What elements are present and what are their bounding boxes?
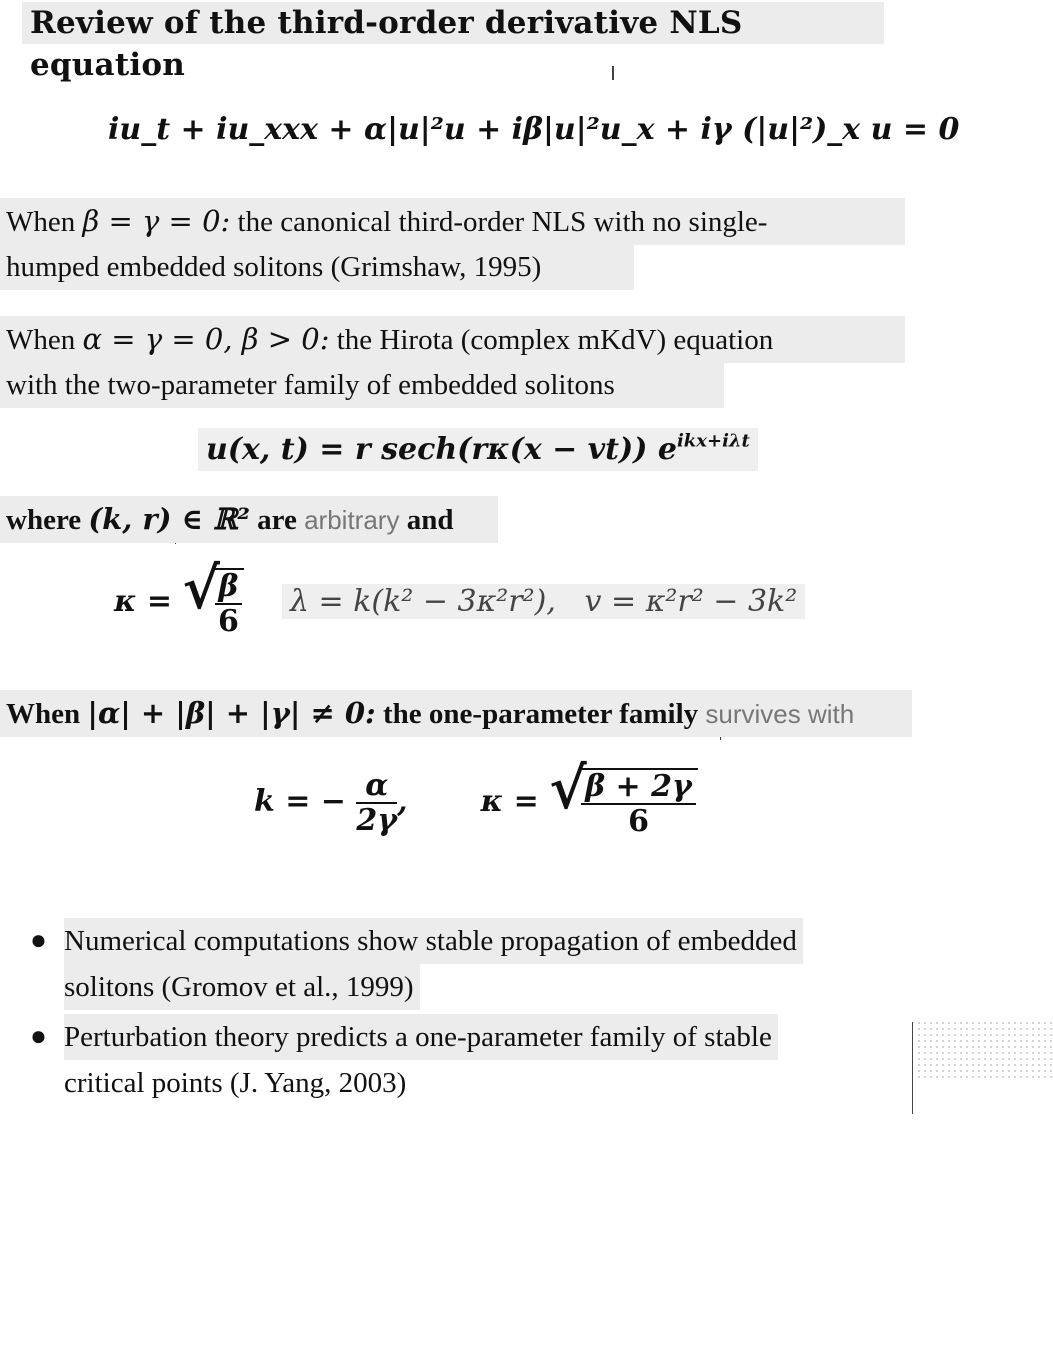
paragraph-hirota: When α = γ = 0, β > 0: the Hirota (complex mKdV) equation xyxy=(0,316,905,363)
kappa-sqrt: √ $\frac{\beta}{6}$ xyxy=(183,568,245,638)
paragraph-canonical xyxy=(0,198,905,245)
math-k-r-real: (k, r) ∈ ℝ² xyxy=(88,502,250,536)
paragraph-canonical-line2: humped embedded solitons (Grimshaw, 1995) xyxy=(0,244,634,290)
soliton-exponent: ikx+iλt xyxy=(676,430,750,452)
math-abs-sum: |α| + |β| + |γ| ≠ 0: xyxy=(87,696,376,730)
soliton-equation: u(x, t) = r sech(rκ(x − vt)) $e^{ikx+i\lambda t}$ xyxy=(198,428,758,471)
main-equation xyxy=(108,112,959,147)
bullet-numerical: ● Numerical computations show stable propagation of embedded solitons (Gromov et al., 1999) xyxy=(30,918,920,1010)
math-alpha-gamma-zero: α = γ = 0, β > 0: xyxy=(82,322,330,356)
bullet-perturbation: ● Perturbation theory predicts a one-parameter family of stable critical points (J. Yang, 2003) xyxy=(30,1014,920,1106)
paragraph-canonical-line1: When β = γ = 0: the canonical third-order NLS with no single- xyxy=(6,204,768,238)
family-kappa-sqrt: √ $\frac{\beta + 2\gamma}{6}$ xyxy=(549,768,698,838)
paragraph-hirota-line2: with the two-parameter family of embedded solitons xyxy=(0,362,724,408)
paragraph-general: When |α| + |β| + |γ| ≠ 0: the one-parameter family survives with xyxy=(0,690,912,737)
bullet-dot-icon: ● xyxy=(30,925,47,956)
scan-artifact xyxy=(612,66,614,80)
where-line: where (k, r) ∈ ℝ² are arbitrary and xyxy=(0,496,498,543)
family-equations: k = − $\frac{\alpha}{2\gamma}$ , κ = √ $\frac{\beta + 2\gamma}{6}$ xyxy=(254,768,698,838)
scan-noise xyxy=(916,1020,1053,1082)
slide-title: Review of the third-order derivative NLS equation xyxy=(22,2,884,44)
bullet-dot-icon: ● xyxy=(30,1021,47,1052)
parameter-equations: κ = √ $\frac{\beta}{6}$ xyxy=(114,568,244,638)
main-equation-text: iu_t + iu_xxx + α|u|²u + iβ|u|²u_x + iγ (|u|²)_x u = 0 xyxy=(108,112,960,147)
math-beta-gamma-zero: β = γ = 0: xyxy=(82,204,231,238)
bullet-list xyxy=(30,918,920,1110)
lambda-v-equations: λ = k(k² − 3κ²r²), v = κ²r² − 3k² xyxy=(282,584,805,619)
